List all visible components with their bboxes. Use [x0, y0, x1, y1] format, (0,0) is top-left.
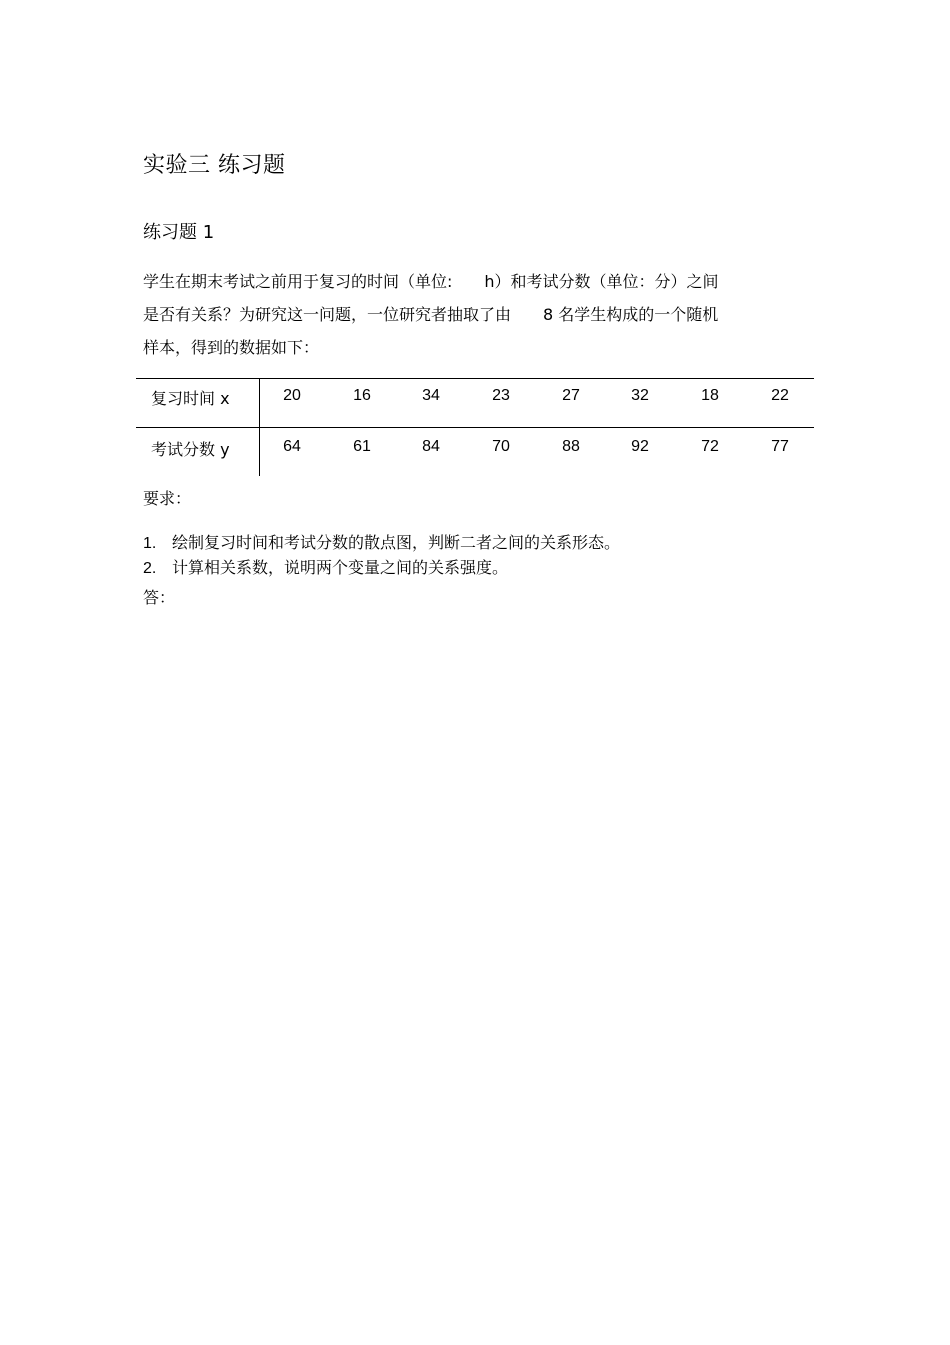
table-cell: 72 — [701, 438, 719, 455]
requirement-item — [143, 530, 620, 553]
row-label-study-time: 复习时间 x — [151, 389, 230, 408]
requirements-label: 要求： — [143, 489, 192, 508]
table-cell: 70 — [492, 438, 510, 455]
table-cell: 92 — [631, 438, 649, 455]
table-cell: 32 — [631, 387, 649, 404]
table-cell: 61 — [353, 438, 371, 455]
table-cell: 16 — [353, 387, 371, 404]
table-cell: 20 — [283, 387, 301, 404]
requirement-number: 1. — [143, 535, 157, 552]
table-middle-rule — [136, 427, 814, 428]
table-cell: 34 — [422, 387, 440, 404]
paragraph-line-2: 是否有关系？为研究这一问题，一位研究者抽取了由 8 名学生构成的一个随机 — [143, 305, 719, 324]
table-cell: 88 — [562, 438, 580, 455]
answer-label: 答： — [143, 588, 176, 607]
exercise-title: 练习题 1 — [143, 222, 215, 243]
table-cell: 23 — [492, 387, 510, 404]
requirement-text: 计算相关系数，说明两个变量之间的关系强度。 — [172, 558, 509, 577]
paragraph-line-1: 学生在期末考试之前用于复习的时间（单位: h）和考试分数（单位：分）之间 — [143, 272, 719, 291]
row-label-exam-score: 考试分数 y — [151, 440, 230, 459]
paragraph-line-3: 样本，得到的数据如下： — [143, 338, 320, 357]
requirement-item — [143, 555, 508, 578]
requirement-number: 2. — [143, 560, 157, 577]
table-cell: 77 — [771, 438, 789, 455]
table-vertical-rule — [259, 378, 260, 476]
table-cell: 64 — [283, 438, 301, 455]
table-cell: 84 — [422, 438, 440, 455]
table-cell: 22 — [771, 387, 789, 404]
table-cell: 27 — [562, 387, 580, 404]
table-cell: 18 — [701, 387, 719, 404]
page-title: 实验三 练习题 — [143, 153, 286, 178]
table-top-rule — [136, 378, 814, 379]
requirement-text: 绘制复习时间和考试分数的散点图，判断二者之间的关系形态。 — [172, 533, 621, 552]
